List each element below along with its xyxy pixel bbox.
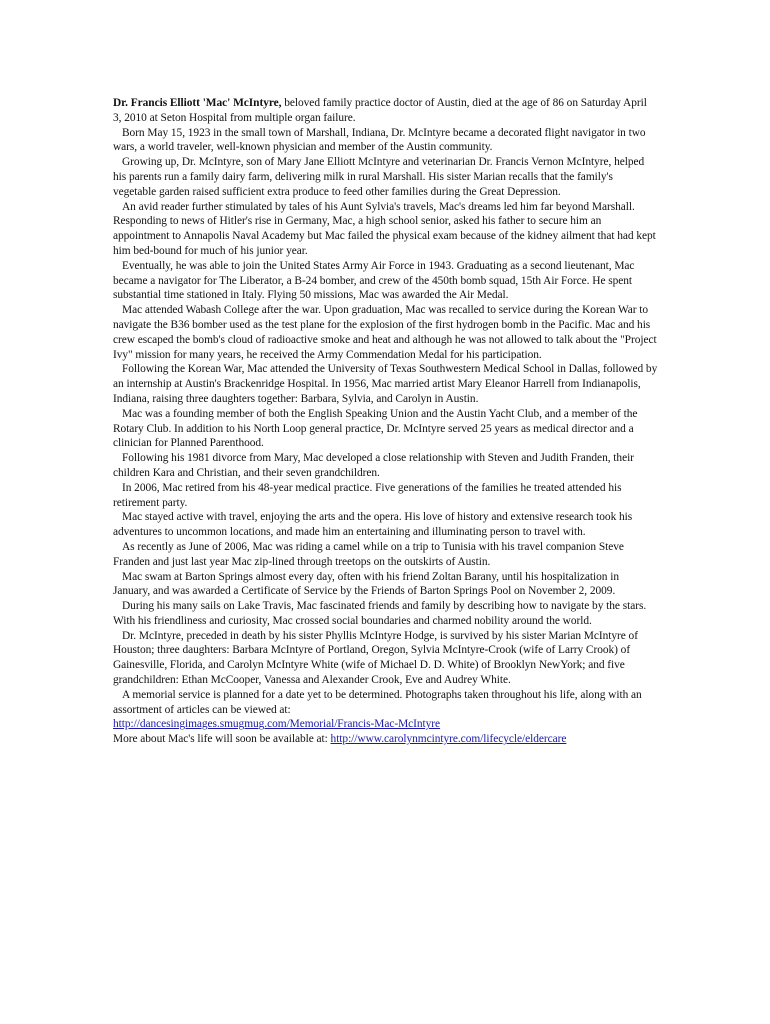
paragraph-travel: Mac stayed active with travel, enjoying the arts and the opera. His love of history and extensive research took his adventures to uncommon locations, and made him an entertaining and illuminating person to travel with. [113, 511, 633, 539]
paragraph-medical-school: Following the Korean War, Mac attended the University of Texas Southwestern Medical School in Dallas, followed by an internship at Austin's Brackenridge Hospital. In 1956, Mac married artist Mary Eleanor Harrell from Indianapolis, Indiana, raising three daughters together: Barbara, Sylvia, and Carolyn in Austin. [113, 363, 658, 405]
paragraph-birth: Born May 15, 1923 in the small town of Marshall, Indiana, Dr. McIntyre became a decorated flight navigator in two wars, a world traveler, well-known physician and member of the Austin community. [113, 126, 646, 154]
paragraph-franden-family: Following his 1981 divorce from Mary, Mac developed a close relationship with Steven and Judith Franden, their children Kara and Christian, and their seven grandchildren. [113, 452, 634, 479]
eldercare-link[interactable]: http://www.carolynmcintyre.com/lifecycle/eldercare [330, 733, 567, 746]
paragraph-lake-travis: During his many sails on Lake Travis, Mac fascinated friends and family by describing how to navigate by the stars. With his friendliness and curiosity, Mac crossed social boundaries and charmed nobility around the world. [113, 600, 647, 627]
paragraph-community: Mac was a founding member of both the English Speaking Union and the Austin Yacht Club, and a member of the Rotary Club. In addition to his North Loop general practice, Dr. McIntyre served 25 years as medical director and a clinician for Planned Parenthood. [113, 407, 638, 450]
more-info-line [113, 732, 658, 747]
paragraph-early-dreams: An avid reader further stimulated by tales of his Aunt Sylvia's travels, Mac's dreams led him far beyond Marshall. Responding to news of Hitler's rise in Germany, Mac, a high school senior, asked his father to secure him an appointment to Annapolis Naval Academy but Mac failed the physical exam because of the kidney ailment that had kept him bed-bound for much of his junior year. [113, 200, 656, 257]
lead-text: beloved family practice doctor of Austin, died at the age of 86 on Saturday April 3, 2010 at Seton Hospital from multiple organ failure. [113, 97, 647, 124]
deceased-name: Dr. Francis Elliott 'Mac' McIntyre, [113, 97, 282, 109]
photos-link-line [113, 717, 658, 732]
paragraph-tunisia: As recently as June of 2006, Mac was riding a camel while on a trip to Tunisia with his travel companion Steve Franden and just last year Mac zip-lined through treetops on the outskirts of Austin. [113, 540, 624, 568]
paragraph-retirement: In 2006, Mac retired from his 48-year medical practice. Five generations of the families he treated attended his retirement party. [113, 481, 622, 509]
paragraph-survivors: Dr. McIntyre, preceded in death by his sister Phyllis McIntyre Hodge, is survived by his sister Marian McIntyre of Houston; three daughters: Barbara McIntyre of Portland, Oregon, Sylvia McIntyre-Crook (wife of Larry Crook) of Gainesville, Florida, and Carolyn McIntyre White (wife of Michael D. D. White) of Brooklyn NewYork; and five grandchildren: Ethan McCooper, Vanessa and Alexander Crook, Eve and Audrey White. [113, 629, 638, 687]
paragraph-barton-springs: Mac swam at Barton Springs almost every day, often with his friend Zoltan Barany, until his hospitalization in January, and was awarded a Certificate of Service by the Friends of Barton Springs Pool on November 2, 2009. [113, 570, 619, 598]
photos-gallery-link[interactable]: http://dancesingimages.smugmug.com/Memorial/Francis-Mac-McIntyre [113, 718, 441, 731]
paragraph-childhood: Growing up, Dr. McIntyre, son of Mary Jane Elliott McIntyre and veterinarian Dr. Francis Vernon McIntyre, helped his parents run a family dairy farm, delivering milk in rural Marshall. His sister Marian recalls that the family's vegetable garden raised sufficient extra produce to feed other families during the Great Depression. [113, 156, 645, 198]
obituary-document [113, 96, 658, 747]
paragraph-korean-war: Mac attended Wabash College after the war. Upon graduation, Mac was recalled to service during the Korean War to navigate the B36 bomber used as the test plane for the explosion of the first hydrogen bomb in the Pacific. Mac and his crew escaped the bomb's cloud of radioactive smoke and heat and although he was not allowed to talk about the "Project Ivy" mission for many years, he received the Army Commendation Medal for his participation. [113, 304, 657, 361]
paragraph-air-force: Eventually, he was able to join the United States Army Air Force in 1943. Graduating as a second lieutenant, Mac became a navigator for The Liberator, a B-24 bomber, and crew of the 450th bomb squad, 15th Air Force. He spent substantial time stationed in Italy. Flying 50 missions, Mac was awarded the Air Medal. [113, 259, 635, 302]
more-info-text: More about Mac's life will soon be available at: [113, 733, 331, 746]
paragraph-memorial: A memorial service is planned for a date yet to be determined. Photographs taken throughout his life, along with an assortment of articles can be viewed at: [113, 688, 642, 716]
obituary-lead-paragraph [113, 96, 658, 126]
